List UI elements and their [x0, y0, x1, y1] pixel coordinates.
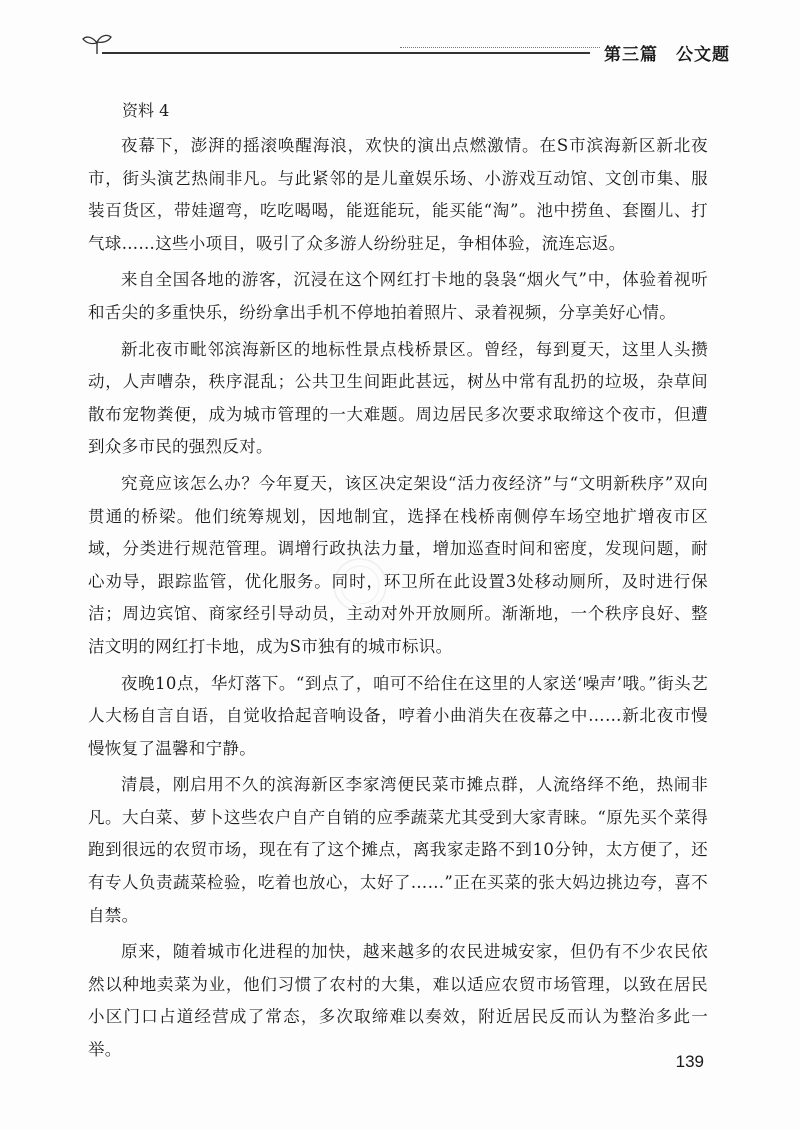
paragraph: 夜幕下，澎湃的摇滚唤醒海浪，欢快的演出点燃激情。在S市滨海新区新北夜市，街头演艺热闹非凡。与此紧邻的是儿童娱乐场、小游戏互动馆、文创市集、服装百货区，带娃遛弯，吃吃喝喝，能逛能玩，能买能“淘”。池中捞鱼、套圈儿、打气球……这些小项目，吸引了众多游人纷纷驻足，争相体验，流连忘返。: [88, 136, 708, 253]
header-title: [604, 40, 730, 65]
material-label: 资料 4: [122, 101, 170, 120]
paragraph: 清晨，刚启用不久的滨海新区李家湾便民菜市摊点群，人流络绎不绝，热闹非凡。大白菜、萝卜这些农户自产自销的应季蔬菜尤其受到大家青睐。“原先买个菜得跑到很远的农贸市场，现在有了这个摊点，离我家走路不到10分钟，太方便了，还有专人负责蔬菜检验，吃着也放心，太好了……”正在买菜的张大妈边挑边夸，喜不自禁。: [88, 775, 708, 925]
paragraph: 夜晚10点，华灯落下。“到点了，咱可不给住在这里的人家送‘噪声’哦。”街头艺人大杨自言自语，自觉收拾起音响设备，哼着小曲消失在夜幕之中……新北夜市慢慢恢复了温馨和宁静。: [88, 673, 708, 758]
paragraph: 新北夜市毗邻滨海新区的地标性景点栈桥景区。曾经，每到夏天，这里人头攒动，人声嘈杂，秩序混乱；公共卫生间距此甚远，树丛中常有乱扔的垃圾，杂草间散布宠物粪便，成为城市管理的一大难题。周边居民多次要求取缔这个夜市，但遭到众多市民的强烈反对。: [88, 339, 708, 457]
paragraph: 来自全国各地的游客，沉浸在这个网红打卡地的袅袅“烟火气”中，体验着视听和舌尖的多重快乐，纷纷拿出手机不停地拍着照片、录着视频，分享美好心情。: [88, 270, 708, 322]
header-section: 第三篇: [604, 45, 658, 65]
paragraph: 原来，随着城市化进程的加快，越来越多的农民进城安家，但仍有不少农民依然以种地卖菜为业，他们习惯了农村的大集，难以适应农贸市场管理，以致在居民小区门口占道经营成了常态，多次取缔难以奏效，附近居民反而认为整治多此一举。: [88, 942, 708, 1060]
paragraph: 究竟应该怎么办？今年夏天，该区决定架设“活力夜经济”与“文明新秩序”双向贯通的桥梁。他们统筹规划，因地制宜，选择在栈桥南侧停车场空地扩增夜市区域，分类进行规范管理。调增行政执法力量，增加巡查时间和密度，发现问题，耐心劝导，跟踪监管，优化服务。同时，环卫所在此设置3处移动厕所，及时进行保洁；周边宾馆、商家经引导动员，主动对外开放厕所。渐渐地，一个秩序良好、整洁文明的网红打卡地，成为S市独有的城市标识。: [88, 473, 708, 656]
page-header: [70, 28, 730, 68]
material-content: [88, 96, 708, 1071]
page-number: 139: [675, 1052, 704, 1071]
header-topic: 公文题: [676, 45, 730, 65]
header-dotted-rule: [400, 47, 600, 52]
header-rule: [102, 52, 590, 54]
